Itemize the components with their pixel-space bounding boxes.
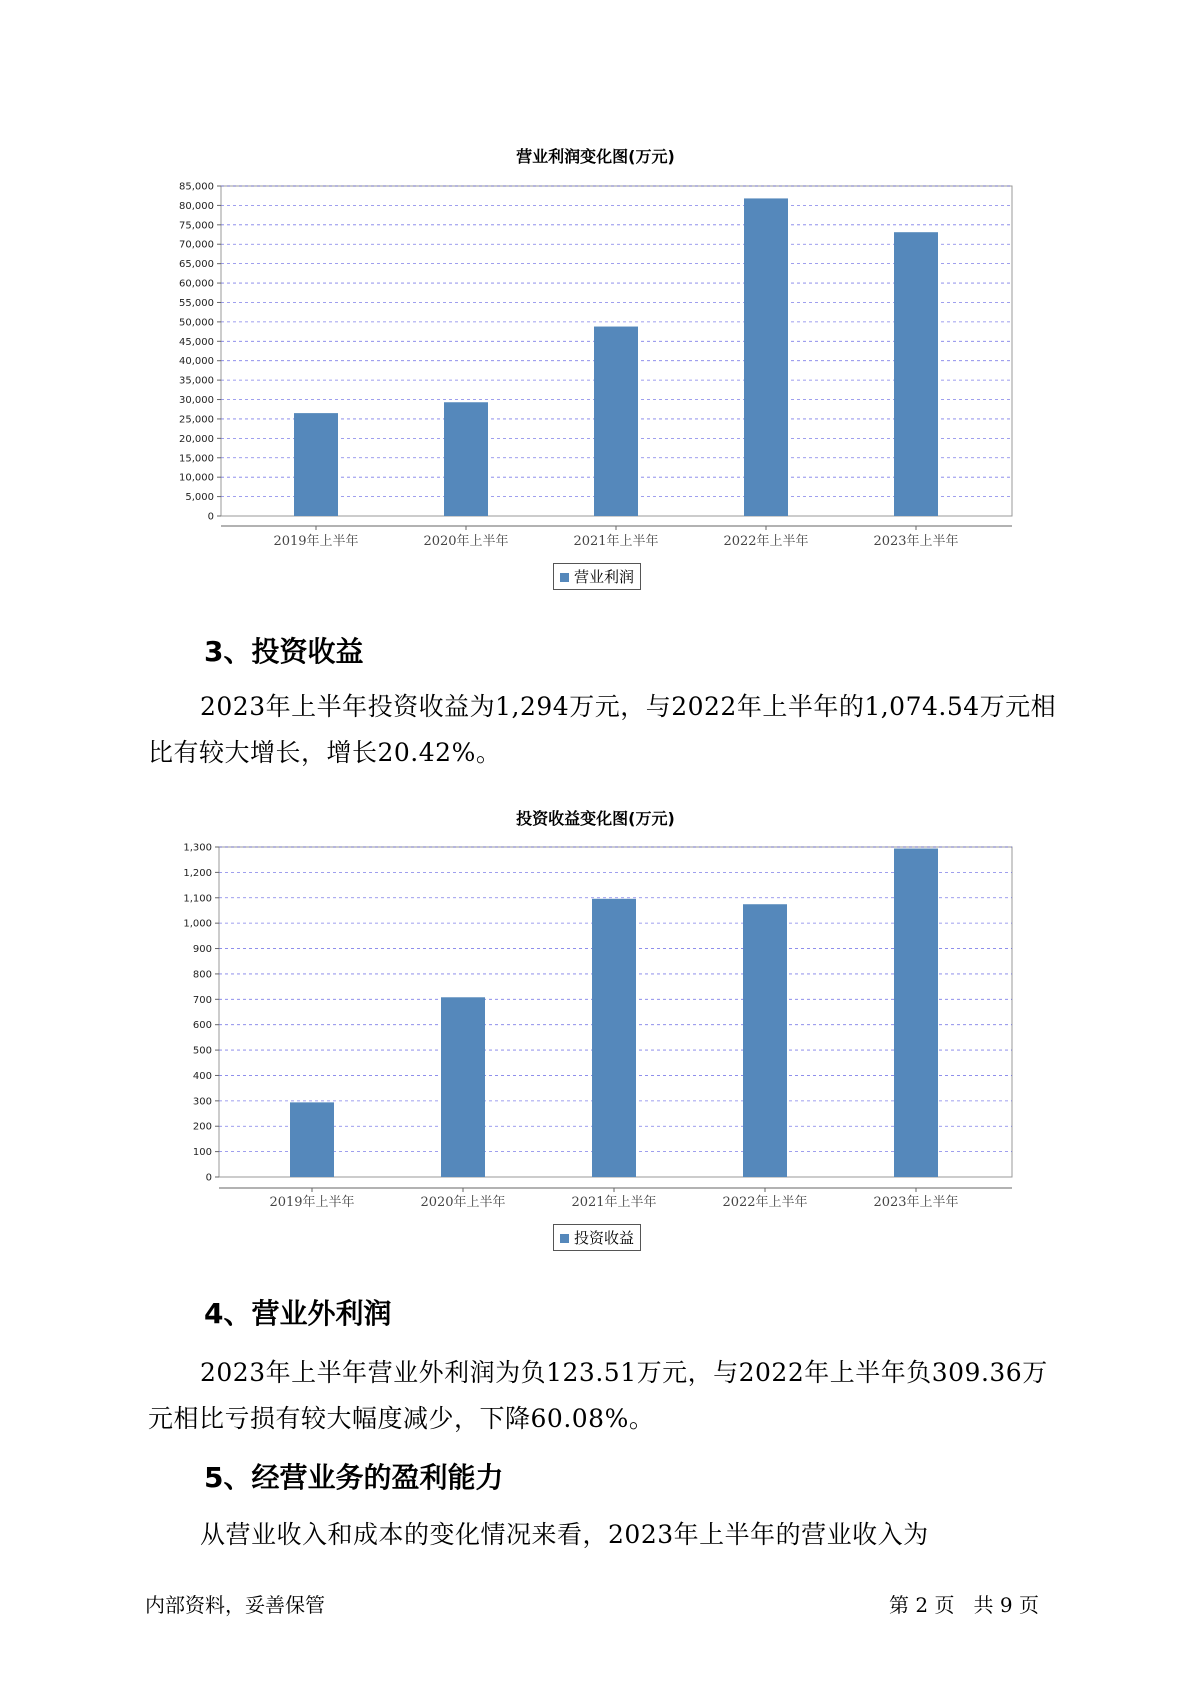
- x-tick-label: 2021年上半年: [571, 1195, 657, 1210]
- y-tick-label: 45,000: [179, 336, 214, 348]
- y-tick-label: 600: [192, 1020, 212, 1032]
- bar: [894, 849, 938, 1177]
- x-tick-label: 2019年上半年: [273, 534, 359, 549]
- y-tick-label: 25,000: [179, 414, 214, 426]
- y-tick-label: 0: [207, 511, 214, 523]
- y-tick-label: 200: [192, 1121, 212, 1133]
- bar: [743, 904, 787, 1177]
- section-5-heading: 5、经营业务的盈利能力: [204, 1461, 504, 1494]
- y-tick-label: 70,000: [179, 239, 214, 251]
- y-tick-label: 1,100: [183, 893, 212, 905]
- y-tick-label: 10,000: [179, 472, 214, 484]
- x-tick-label: 2021年上半年: [573, 534, 659, 549]
- y-tick-label: 1,300: [183, 842, 212, 854]
- y-tick-label: 85,000: [179, 181, 214, 193]
- y-tick-label: 700: [192, 994, 212, 1006]
- y-tick-label: 0: [205, 1172, 212, 1184]
- y-tick-label: 300: [192, 1096, 212, 1108]
- bar: [592, 899, 636, 1177]
- legend-investment-income: [553, 1224, 641, 1251]
- chart-title-investment-income: 投资收益变化图(万元): [516, 809, 675, 828]
- section-5-paragraph: 从营业收入和成本的变化情况来看，2023年上半年的营业收入为: [200, 1520, 929, 1549]
- x-tick-label: 2020年上半年: [423, 534, 509, 549]
- x-tick-label: 2022年上半年: [723, 534, 809, 549]
- y-tick-label: 40,000: [179, 356, 214, 368]
- section-3-heading: 3、投资收益: [204, 635, 364, 668]
- y-tick-label: 80,000: [179, 200, 214, 212]
- bar: [290, 1102, 334, 1177]
- legend-label: 营业利润: [574, 568, 635, 586]
- y-tick-label: 400: [192, 1070, 212, 1082]
- y-tick-label: 800: [192, 969, 212, 981]
- y-tick-label: 900: [192, 944, 212, 956]
- y-tick-label: 5,000: [185, 492, 214, 504]
- x-tick-label: 2019年上半年: [269, 1195, 355, 1210]
- y-tick-label: 100: [192, 1147, 212, 1159]
- x-tick-label: 2023年上半年: [873, 1195, 959, 1210]
- section-4-paragraph: 2023年上半年营业外利润为负123.51万元，与2022年上半年负309.36万元相比亏损有较大幅度减少，下降60.08%。: [148, 1358, 1048, 1433]
- y-tick-label: 15,000: [179, 453, 214, 465]
- footer-page-number: 第 2 页 共 9 页: [889, 1593, 1039, 1617]
- y-tick-label: 30,000: [179, 395, 214, 407]
- y-tick-label: 50,000: [179, 317, 214, 329]
- x-tick-label: 2020年上半年: [420, 1195, 506, 1210]
- y-tick-label: 75,000: [179, 220, 214, 232]
- legend-swatch: [560, 1234, 569, 1243]
- section-4-heading: 4、营业外利润: [204, 1297, 392, 1330]
- y-tick-label: 1,200: [183, 867, 212, 879]
- bar: [441, 997, 485, 1177]
- x-tick-label: 2022年上半年: [722, 1195, 808, 1210]
- y-tick-label: 60,000: [179, 278, 214, 290]
- section-3-paragraph: 2023年上半年投资收益为1,294万元，与2022年上半年的1,074.54万元相比有较大增长，增长20.42%。: [148, 692, 1057, 767]
- y-tick-label: 1,000: [183, 918, 212, 930]
- y-tick-label: 500: [192, 1045, 212, 1057]
- y-tick-label: 55,000: [179, 297, 214, 309]
- legend-label: 投资收益: [574, 1229, 635, 1247]
- y-tick-label: 65,000: [179, 259, 214, 271]
- x-tick-label: 2023年上半年: [873, 534, 959, 549]
- y-tick-label: 35,000: [179, 375, 214, 387]
- chart-title-operating-profit: 营业利润变化图(万元): [516, 147, 675, 166]
- y-tick-label: 20,000: [179, 433, 214, 445]
- footer-confidential-note: 内部资料，妥善保管: [145, 1593, 325, 1617]
